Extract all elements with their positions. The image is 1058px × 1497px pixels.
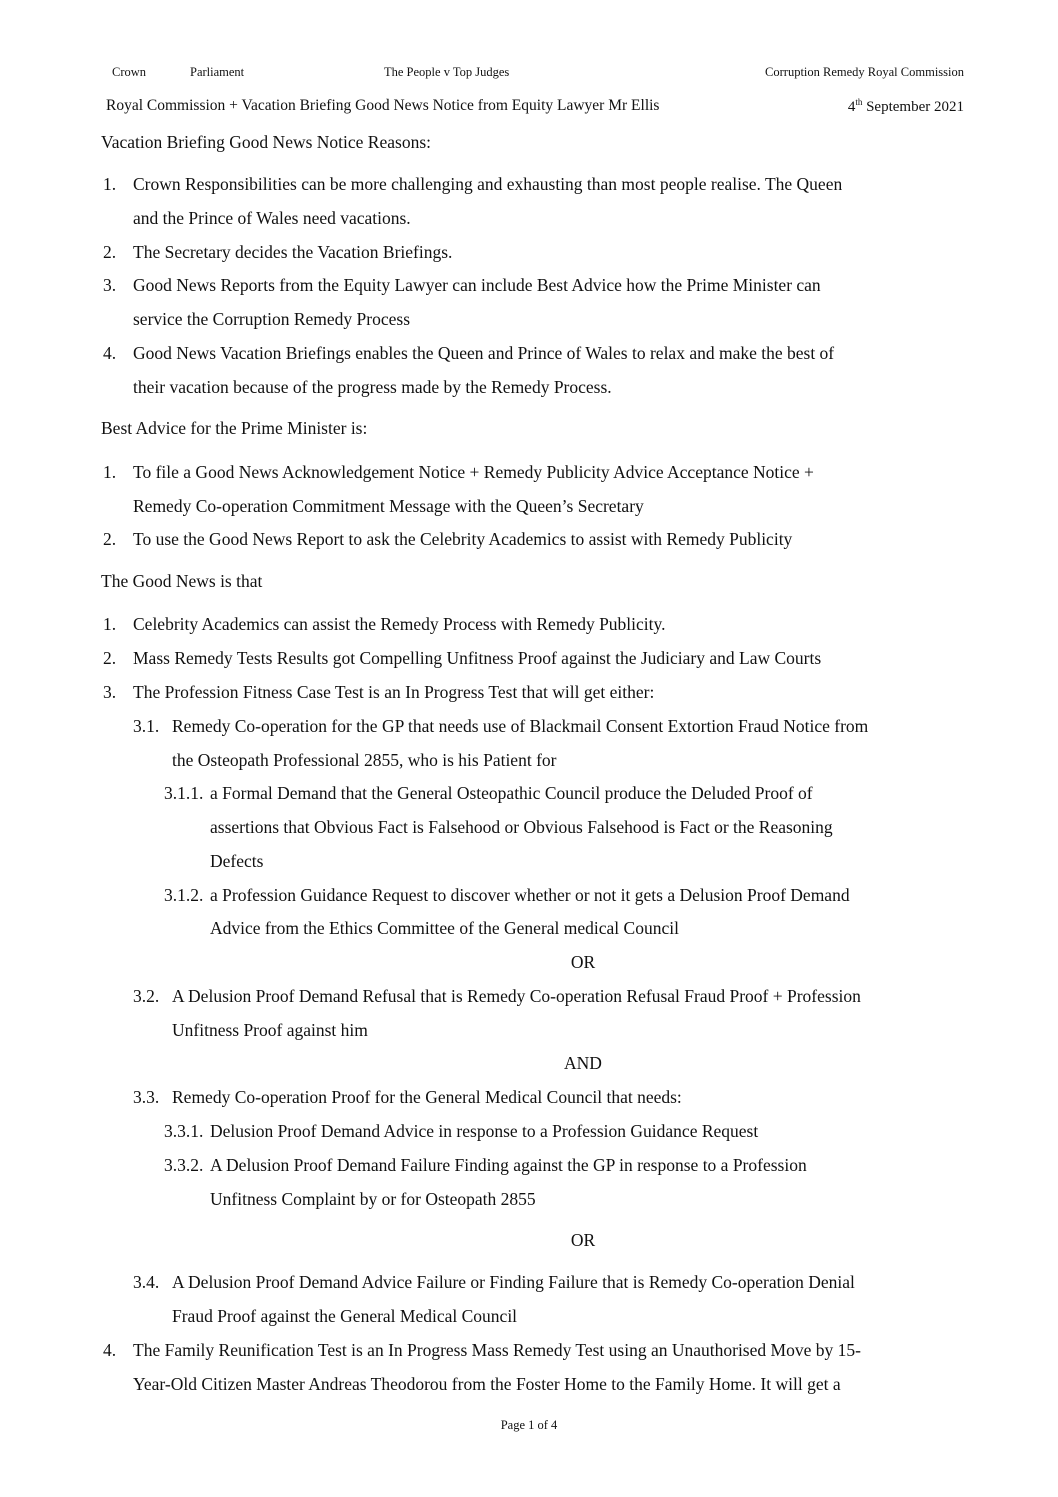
item-text: The Family Reunification Test is an In Progress Mass Remedy Test using an Unauthorised Move by 15- (133, 1340, 861, 1360)
item-text: a Formal Demand that the General Osteopathic Council produce the Deluded Proof of (210, 783, 813, 803)
item-text: A Delusion Proof Demand Advice Failure or Finding Failure that is Remedy Co-operation Denial (172, 1272, 855, 1292)
item-number: 2. (103, 529, 117, 549)
header-crown: Crown (112, 65, 147, 79)
item-number: 3.3. (133, 1087, 160, 1107)
item-text: To file a Good News Acknowledgement Notice + Remedy Publicity Advice Acceptance Notice + (133, 462, 814, 482)
item-text: Mass Remedy Tests Results got Compelling Unfitness Proof against the Judiciary and Law Courts (133, 648, 822, 668)
advice-heading: Best Advice for the Prime Minister is: (101, 418, 368, 438)
item-number: 1. (103, 614, 117, 634)
item-text: Unfitness Proof against him (172, 1020, 368, 1040)
item-text: Fraud Proof against the General Medical Council (172, 1306, 518, 1326)
item-text: A Delusion Proof Demand Failure Finding against the GP in response to a Profession (210, 1155, 807, 1175)
item-text: Good News Reports from the Equity Lawyer can include Best Advice how the Prime Minister can (133, 275, 821, 295)
item-number: 3.1.2. (164, 885, 204, 905)
item-text: service the Corruption Remedy Process (133, 309, 411, 329)
document-date (848, 97, 964, 116)
date-rest: September 2021 (862, 99, 964, 115)
item-number: 1. (103, 174, 117, 194)
item-text: Remedy Co-operation for the GP that needs use of Blackmail Consent Extortion Fraud Notice from (172, 716, 869, 736)
item-number: 3.3.1. (164, 1121, 204, 1141)
item-number: 3.1. (133, 716, 160, 736)
item-text: Advice from the Ethics Committee of the General medical Council (210, 918, 679, 938)
item-text: and the Prince of Wales need vacations. (133, 208, 411, 228)
item-number: 4. (103, 1340, 117, 1360)
item-number: 2. (103, 242, 117, 262)
item-number: 3.2. (133, 986, 160, 1006)
item-text: Remedy Co-operation Commitment Message with the Queen’s Secretary (133, 496, 644, 516)
item-text: a Profession Guidance Request to discover whether or not it gets a Delusion Proof Demand (210, 885, 850, 905)
document-title: Royal Commission + Vacation Briefing Good News Notice from Equity Lawyer Mr Ellis (106, 97, 660, 114)
item-number: 3.1.1. (164, 783, 204, 803)
item-number: 1. (103, 462, 117, 482)
item-text: Defects (210, 851, 264, 871)
date-day: 4 (847, 99, 856, 115)
header-people-v-judges: The People v Top Judges (384, 65, 510, 79)
header-parliament: Parliament (190, 65, 245, 79)
page-number: Page 1 of 4 (500, 1418, 558, 1432)
item-text: Remedy Co-operation Proof for the General Medical Council that needs: (172, 1087, 682, 1107)
item-text: Year-Old Citizen Master Andreas Theodorou from the Foster Home to the Family Home. It will get a (133, 1374, 841, 1394)
item-text: The Profession Fitness Case Test is an In Progress Test that will get either: (133, 682, 655, 702)
good-news-heading: The Good News is that (101, 571, 263, 591)
item-text: Unfitness Complaint by or for Osteopath 2855 (210, 1189, 536, 1209)
item-number: 3. (103, 275, 117, 295)
item-number: 2. (103, 648, 117, 668)
item-number: 3.3.2. (164, 1155, 204, 1175)
item-number: 3.4. (133, 1272, 160, 1292)
date-suffix: th (855, 97, 863, 107)
item-number: 3. (103, 682, 117, 702)
item-text: Celebrity Academics can assist the Remedy Process with Remedy Publicity. (133, 614, 666, 634)
or-separator: OR (570, 1230, 596, 1250)
item-text: A Delusion Proof Demand Refusal that is Remedy Co-operation Refusal Fraud Proof + Profession (172, 986, 861, 1006)
and-separator: AND (564, 1053, 602, 1073)
header-royal-commission: Corruption Remedy Royal Commission (765, 65, 964, 79)
item-text: their vacation because of the progress made by the Remedy Process. (133, 377, 612, 397)
reasons-heading: Vacation Briefing Good News Notice Reasons: (101, 132, 431, 152)
item-text: Delusion Proof Demand Advice in response to a Profession Guidance Request (210, 1121, 759, 1141)
item-text: assertions that Obvious Fact is Falsehood or Obvious Falsehood is Fact or the Reasoning (210, 817, 833, 837)
item-number: 4. (103, 343, 117, 363)
or-separator: OR (570, 952, 596, 972)
item-text: Crown Responsibilities can be more challenging and exhausting than most people realise. The Queen (133, 174, 843, 194)
item-text: The Secretary decides the Vacation Briefings. (133, 242, 453, 262)
item-text: the Osteopath Professional 2855, who is his Patient for (172, 750, 557, 770)
item-text: Good News Vacation Briefings enables the Queen and Prince of Wales to relax and make the best of (133, 343, 835, 363)
item-text: To use the Good News Report to ask the Celebrity Academics to assist with Remedy Publicity (133, 529, 793, 549)
